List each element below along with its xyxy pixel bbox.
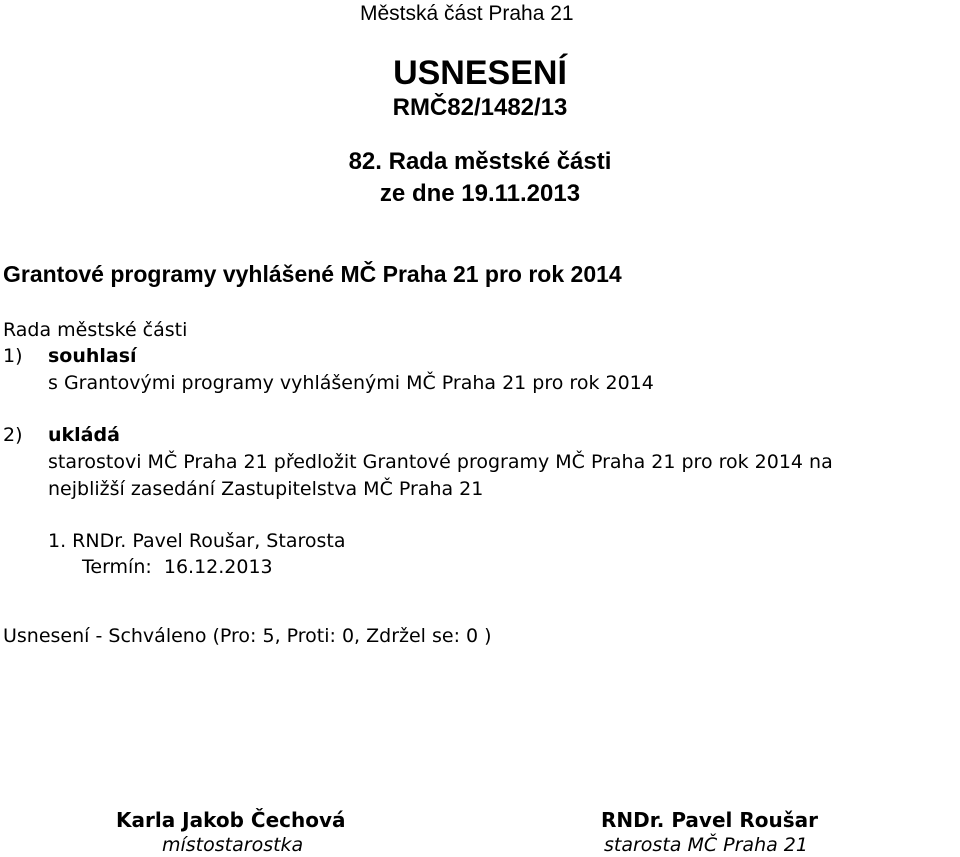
resolution-number: RMČ82/1482/13 <box>392 94 568 121</box>
item-2-verb: ukládá <box>48 424 120 446</box>
item-2-text-line-2: nejbližší zasedání Zastupitelstva MČ Praha 21 <box>48 478 484 500</box>
municipality-name: Městská část Praha 21 <box>360 2 574 25</box>
signature-role-left: místostarostka <box>162 834 304 856</box>
item-2-number: 2) <box>3 424 23 446</box>
session-date: ze dne 19.11.2013 <box>379 180 581 207</box>
signature-role-right: starosta MČ Praha 21 <box>604 834 808 856</box>
council-intro: Rada městské části <box>3 319 188 341</box>
responsible-person: 1. RNDr. Pavel Roušar, Starosta <box>48 530 346 552</box>
item-1-verb: souhlasí <box>48 345 137 367</box>
signature-name-right: RNDr. Pavel Roušar <box>601 808 818 832</box>
session-title: 82. Rada městské části <box>348 148 612 175</box>
signature-name-left: Karla Jakob Čechová <box>116 808 346 832</box>
vote-result: Usnesení - Schváleno (Pro: 5, Proti: 0, Zdržel se: 0 ) <box>3 625 492 647</box>
item-1-text: s Grantovými programy vyhlášenými MČ Praha 21 pro rok 2014 <box>48 372 654 394</box>
document-type-title: USNESENÍ <box>393 54 567 92</box>
item-1-number: 1) <box>3 345 23 367</box>
deadline: Termín: 16.12.2013 <box>82 556 273 578</box>
resolution-subject: Grantové programy vyhlášené MČ Praha 21 pro rok 2014 <box>3 261 622 287</box>
item-2-text-line-1: starostovi MČ Praha 21 předložit Grantové programy MČ Praha 21 pro rok 2014 na <box>48 451 833 473</box>
